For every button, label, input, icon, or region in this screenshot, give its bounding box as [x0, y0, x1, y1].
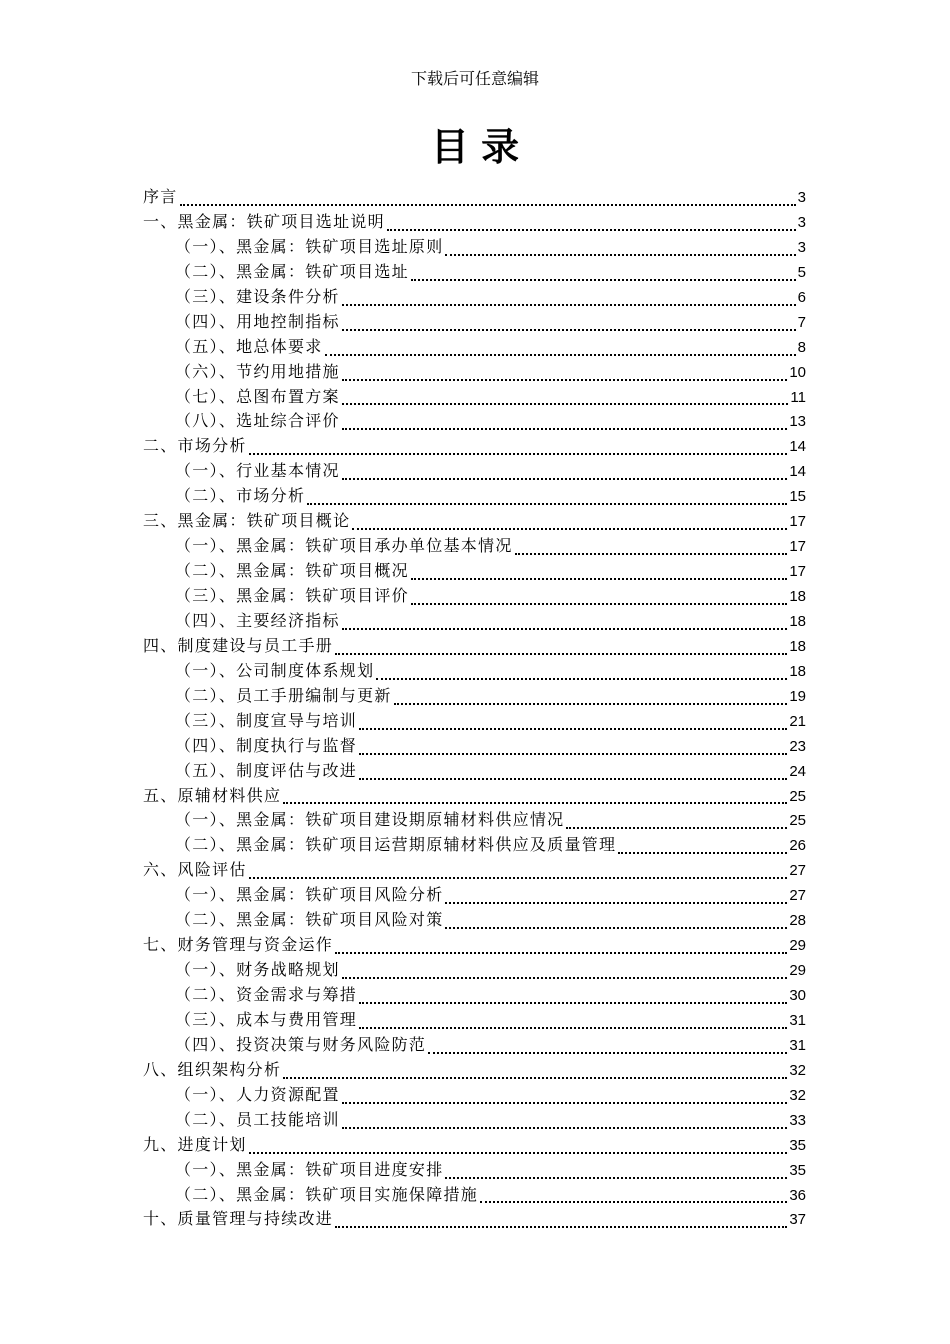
toc-dot-leader [515, 553, 788, 555]
toc-entry[interactable] [143, 184, 806, 209]
toc-page-number: 3 [797, 189, 806, 206]
toc-page-number: 19 [789, 687, 806, 705]
toc-entry[interactable] [143, 359, 806, 384]
toc-page-number: 30 [789, 987, 806, 1004]
toc-entry[interactable] [143, 1007, 806, 1032]
toc-page-number: 27 [789, 862, 806, 880]
toc-page-number: 15 [789, 488, 806, 506]
toc-dot-leader [411, 279, 796, 281]
toc-page-number: 33 [789, 1111, 806, 1129]
toc-entry[interactable] [143, 1082, 806, 1107]
toc-entry-label: （一）、公司制度体系规划 [175, 662, 375, 680]
toc-page-number: 31 [789, 1036, 806, 1054]
toc-entry-label: （三）、黑金属：铁矿项目评价 [175, 588, 409, 605]
toc-dot-leader [342, 628, 788, 630]
toc-entry[interactable] [143, 982, 806, 1007]
toc-entry-label: （四）、制度执行与监督 [175, 737, 358, 755]
toc-page-number: 11 [790, 388, 806, 406]
toc-entry-label: （七）、总图布置方案 [175, 388, 340, 406]
toc-dot-leader [445, 927, 787, 929]
toc-entry[interactable] [143, 1182, 806, 1207]
toc-entry[interactable] [143, 932, 806, 957]
toc-dot-leader [387, 229, 796, 231]
toc-page-number: 14 [789, 438, 806, 456]
toc-entry-label: （三）、制度宣导与培训 [175, 712, 358, 730]
toc-entry[interactable] [143, 683, 806, 708]
toc-entry[interactable] [143, 533, 806, 558]
toc-dot-leader [359, 753, 787, 755]
toc-page-number: 25 [789, 812, 806, 830]
toc-entry-label: 二、市场分析 [143, 438, 247, 456]
toc-entry[interactable] [143, 1057, 806, 1082]
toc-page-number: 29 [789, 962, 806, 980]
toc-dot-leader [180, 204, 796, 206]
toc-page-number: 35 [789, 1161, 806, 1179]
toc-dot-leader [428, 1052, 787, 1054]
toc-page-number: 35 [789, 1136, 806, 1154]
toc-page-number: 10 [789, 363, 806, 381]
toc-entry-label: （二）、资金需求与筹措 [175, 987, 358, 1004]
toc-entry-label: （五）、地总体要求 [175, 338, 323, 356]
toc-dot-leader [307, 503, 787, 505]
toc-entry[interactable] [143, 733, 806, 758]
toc-dot-leader [566, 827, 787, 829]
toc-dot-leader [445, 902, 787, 904]
toc-page-number: 26 [789, 837, 806, 855]
toc-dot-leader [394, 703, 788, 705]
toc-entry-label: （五）、制度评估与改进 [175, 762, 358, 780]
toc-entry-label: （二）、黑金属：铁矿项目风险对策 [175, 912, 444, 930]
toc-entry-label: （二）、黑金属：铁矿项目选址 [175, 263, 409, 281]
toc-dot-leader [342, 428, 788, 430]
toc-entry[interactable] [143, 234, 806, 259]
toc-page-number: 24 [789, 762, 806, 780]
toc-entry-label: （二）、员工技能培训 [175, 1111, 340, 1129]
toc-entry[interactable] [143, 583, 806, 608]
toc-page-number: 3 [797, 238, 806, 256]
toc-dot-leader [359, 728, 787, 730]
toc-entry[interactable] [143, 508, 806, 533]
toc-entry-label: 六、风险评估 [143, 862, 247, 880]
toc-entry-label: 四、制度建设与员工手册 [143, 637, 334, 655]
toc-entry-label: （四）、投资决策与财务风险防范 [175, 1036, 427, 1054]
toc-page-number: 17 [789, 538, 806, 556]
toc-dot-leader [342, 379, 788, 381]
toc-dot-leader [342, 329, 796, 331]
toc-entry-label: 七、财务管理与资金运作 [143, 937, 334, 955]
toc-page-number: 31 [789, 1011, 806, 1029]
toc-page-number: 36 [789, 1186, 806, 1204]
toc-entry[interactable] [143, 284, 806, 309]
toc-dot-leader [335, 952, 787, 954]
toc-page-number: 18 [789, 588, 806, 605]
toc-entry-label: （四）、用地控制指标 [175, 313, 340, 331]
toc-entry-label: （二）、员工手册编制与更新 [175, 687, 392, 705]
toc-entry[interactable] [143, 384, 806, 409]
toc-entry-label: 序言 [143, 189, 178, 206]
toc-entry[interactable] [143, 483, 806, 508]
toc-page-number: 18 [789, 612, 806, 630]
toc-entry-label: （三）、成本与费用管理 [175, 1011, 358, 1029]
toc-entry-label: （一）、黑金属：铁矿项目选址原则 [175, 238, 444, 256]
toc-entry-label: （二）、黑金属：铁矿项目实施保障措施 [175, 1186, 479, 1204]
toc-entry-label: （六）、节约用地措施 [175, 363, 340, 381]
toc-entry[interactable] [143, 758, 806, 783]
toc-dot-leader [342, 1102, 788, 1104]
toc-entry[interactable] [143, 309, 806, 334]
toc-entry-label: （一）、行业基本情况 [175, 463, 340, 481]
toc-entry-label: （二）、黑金属：铁矿项目概况 [175, 563, 409, 581]
toc-entry[interactable] [143, 857, 806, 882]
toc-entry[interactable] [143, 458, 806, 483]
toc-page-number: 18 [789, 662, 806, 680]
toc-entry[interactable] [143, 558, 806, 583]
toc-dot-leader [335, 653, 787, 655]
toc-page-number: 7 [797, 313, 806, 331]
toc-page-number: 6 [797, 288, 806, 306]
toc-page-number: 29 [789, 937, 806, 955]
toc-page-number: 28 [789, 912, 806, 930]
toc-dot-leader [342, 1127, 788, 1129]
toc-entry-label: 九、进度计划 [143, 1136, 247, 1154]
toc-entry-label: （一）、财务战略规划 [175, 962, 340, 980]
toc-entry-label: 一、黑金属：铁矿项目选址说明 [143, 213, 385, 231]
toc-dot-leader [325, 354, 796, 356]
toc-page-number: 37 [789, 1211, 806, 1229]
toc-dot-leader [342, 977, 788, 979]
toc-dot-leader [445, 1177, 787, 1179]
toc-dot-leader [342, 403, 789, 405]
toc-dot-leader [618, 852, 787, 854]
toc-page-number: 32 [789, 1086, 806, 1104]
toc-entry-label: （四）、主要经济指标 [175, 612, 340, 630]
toc-entry-label: 十、质量管理与持续改进 [143, 1211, 334, 1229]
toc-entry[interactable] [143, 1206, 806, 1231]
toc-dot-leader [249, 453, 788, 455]
toc-entry[interactable] [143, 832, 806, 857]
toc-entry-label: （二）、黑金属：铁矿项目运营期原辅材料供应及质量管理 [175, 837, 617, 855]
toc-entry[interactable] [143, 1107, 806, 1132]
toc-entry[interactable] [143, 209, 806, 234]
toc-page-number: 5 [797, 263, 806, 281]
toc-dot-leader [411, 603, 787, 605]
toc-entry[interactable] [143, 807, 806, 832]
toc-dot-leader [480, 1201, 787, 1203]
toc-dot-leader [249, 1152, 788, 1154]
toc-entry[interactable] [143, 658, 806, 683]
toc-dot-leader [283, 1077, 787, 1079]
toc-page-number: 13 [789, 413, 806, 431]
toc-entry[interactable] [143, 334, 806, 359]
toc-entry[interactable] [143, 907, 806, 932]
toc-dot-leader [359, 1002, 787, 1004]
toc-entry[interactable] [143, 259, 806, 284]
toc-dot-leader [335, 1226, 787, 1228]
toc-entry-label: （三）、建设条件分析 [175, 288, 340, 306]
toc-entry[interactable] [143, 633, 806, 658]
toc-page-number: 3 [797, 213, 806, 231]
toc-dot-leader [342, 478, 788, 480]
toc-dot-leader [359, 1027, 787, 1029]
toc-dot-leader [376, 678, 787, 680]
toc-page-number: 21 [789, 712, 806, 730]
toc-entry-label: （一）、黑金属：铁矿项目建设期原辅材料供应情况 [175, 812, 565, 830]
toc-entry-label: （二）、市场分析 [175, 488, 306, 506]
page-title: 目录 [430, 127, 532, 169]
table-of-contents [0, 184, 950, 1231]
toc-dot-leader [411, 578, 787, 580]
toc-entry[interactable] [143, 783, 806, 808]
toc-entry[interactable] [143, 408, 806, 433]
toc-entry[interactable] [143, 608, 806, 633]
toc-dot-leader [342, 304, 796, 306]
toc-entry[interactable] [143, 1132, 806, 1157]
toc-entry-label: （一）、黑金属：铁矿项目风险分析 [175, 887, 444, 905]
toc-entry[interactable] [143, 1157, 806, 1182]
toc-page-number: 23 [789, 737, 806, 755]
toc-entry-label: （一）、黑金属：铁矿项目承办单位基本情况 [175, 538, 513, 556]
toc-page-number: 8 [797, 338, 806, 356]
page-header-text: 下载后可任意编辑 [410, 71, 539, 88]
toc-dot-leader [359, 778, 787, 780]
toc-entry[interactable] [143, 957, 806, 982]
toc-entry-label: 八、组织架构分析 [143, 1061, 282, 1079]
toc-entry-label: （八）、选址综合评价 [175, 413, 340, 431]
toc-page-number: 18 [789, 637, 806, 655]
toc-entry-label: （一）、人力资源配置 [175, 1086, 340, 1104]
toc-page-number: 27 [789, 887, 806, 905]
toc-page-number: 25 [789, 787, 806, 805]
toc-page-number: 17 [789, 513, 806, 531]
toc-dot-leader [445, 254, 795, 256]
toc-entry-label: （一）、黑金属：铁矿项目进度安排 [175, 1161, 444, 1179]
toc-dot-leader [249, 877, 788, 879]
toc-page-number: 17 [789, 563, 806, 581]
toc-page-number: 32 [789, 1061, 806, 1079]
toc-dot-leader [283, 802, 787, 804]
toc-entry[interactable] [143, 882, 806, 907]
toc-entry[interactable] [143, 433, 806, 458]
toc-entry[interactable] [143, 708, 806, 733]
toc-page-number: 14 [789, 463, 806, 481]
toc-entry-label: 五、原辅材料供应 [143, 787, 282, 805]
toc-entry[interactable] [143, 1032, 806, 1057]
toc-entry-label: 三、黑金属：铁矿项目概论 [143, 513, 351, 531]
toc-dot-leader [352, 528, 787, 530]
